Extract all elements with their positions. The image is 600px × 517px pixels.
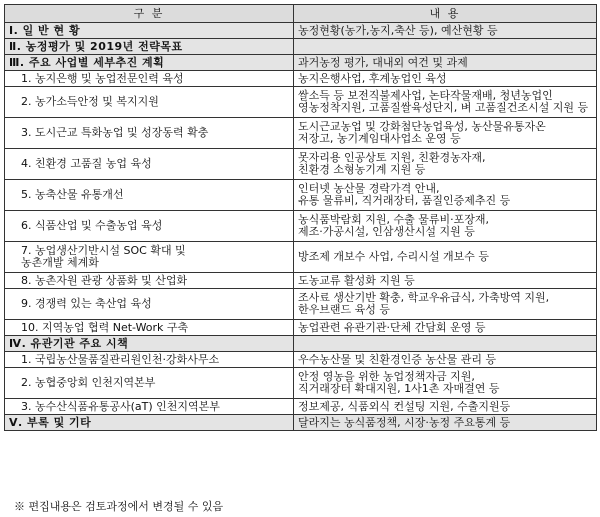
row-right-text: 농지은행사업, 후계농업인 육성	[298, 71, 447, 85]
row-left-text: Ⅳ. 유관기관 주요 시책	[9, 336, 129, 350]
item-title	[5, 352, 294, 368]
section-title	[5, 39, 294, 55]
table-body	[5, 23, 597, 431]
row-left-text: 9. 경쟁력 있는 축산업 육성	[21, 297, 152, 310]
row-left-text: 5. 농축산물 유통개선	[21, 188, 124, 201]
row-right-text: 안정 영농을 위한 농업정책자금 지원, 직거래장터 확대지원, 1사1촌 자매결연 등	[298, 370, 500, 395]
row-left-text: 10. 지역농업 협력 Net-Work 구축	[21, 320, 189, 334]
section-row	[5, 23, 597, 39]
row-content	[294, 87, 597, 118]
item-title	[5, 320, 294, 336]
item-title	[5, 87, 294, 118]
row-left-text: Ⅴ. 부록 및 기타	[9, 415, 92, 429]
row-content	[294, 289, 597, 320]
row-right-text: 도농교류 활성화 지원 등	[298, 273, 415, 287]
plan-outline-table	[4, 4, 597, 431]
row-content	[294, 273, 597, 289]
row-right-text: 농식품박람회 지원, 수출 물류비·포장재, 제조·가공시설, 인삼생산시설 지원 등	[298, 213, 489, 238]
item-row	[5, 273, 597, 289]
item-row	[5, 352, 597, 368]
row-left-text: 8. 농촌자원 관광 상품화 및 산업화	[21, 273, 188, 287]
row-left-text: 7. 농업생산기반시설 SOC 확대 및 농촌개발 체계화	[21, 244, 186, 269]
item-row	[5, 242, 597, 273]
section-title	[5, 415, 294, 431]
item-row	[5, 87, 597, 118]
item-title	[5, 118, 294, 149]
row-right-text: 과거농정 평가, 대내외 여건 및 과제	[298, 55, 468, 69]
row-content	[294, 320, 597, 336]
row-left-text: 3. 농수산식품유통공사(aT) 인천지역본부	[21, 399, 220, 413]
row-content	[294, 71, 597, 87]
row-right-text: 농업관련 유관기관·단체 간담회 운영 등	[298, 320, 486, 334]
section-row	[5, 415, 597, 431]
item-row	[5, 368, 597, 399]
row-right-text: 인터넷 농산물 경락가격 안내, 유통 물류비, 직거래장터, 품질인증제추진 등	[298, 182, 511, 207]
row-content	[294, 39, 597, 55]
row-content	[294, 118, 597, 149]
section-row	[5, 39, 597, 55]
item-row	[5, 118, 597, 149]
item-title	[5, 273, 294, 289]
row-content	[294, 55, 597, 71]
item-title	[5, 149, 294, 180]
footnote: ※ 편집내용은 검토과정에서 변경될 수 있음	[14, 500, 224, 513]
row-left-text: 2. 농협중앙회 인천지역본부	[21, 376, 156, 389]
item-row	[5, 149, 597, 180]
row-content	[294, 149, 597, 180]
row-left-text: Ⅰ. 일 반 현 황	[9, 23, 81, 37]
item-title	[5, 289, 294, 320]
row-content	[294, 23, 597, 39]
item-title	[5, 211, 294, 242]
row-right-text: 방조제 개보수 사업, 수리시설 개보수 등	[298, 250, 489, 263]
row-right-text: 못자리용 인공상토 지원, 친환경농자재, 친환경 소형농기계 지원 등	[298, 151, 486, 176]
row-right-text: 조사료 생산기반 확충, 학교우유급식, 가축방역 지원, 한우브랜드 육성 등	[298, 291, 550, 316]
item-row	[5, 320, 597, 336]
row-right-text: 달라지는 농식품정책, 시장·농정 주요통계 등	[298, 415, 511, 429]
row-content	[294, 399, 597, 415]
row-right-text: 우수농산물 및 친환경인증 농산물 관리 등	[298, 352, 497, 366]
section-title	[5, 336, 294, 352]
row-right-text: 도시근교농업 및 강화첨단농업육성, 농산물유통자온 저장고, 농기계임대사업소 운영 등	[298, 120, 546, 145]
header-content: 내 용	[294, 5, 597, 23]
section-row	[5, 336, 597, 352]
item-title	[5, 71, 294, 87]
row-content	[294, 211, 597, 242]
row-content	[294, 180, 597, 211]
section-title	[5, 55, 294, 71]
row-left-text: Ⅱ. 농정평가 및 2019년 전략목표	[9, 39, 183, 53]
table-header-row	[5, 5, 597, 23]
row-left-text: 3. 도시근교 특화농업 및 성장동력 확충	[21, 126, 209, 139]
item-row	[5, 289, 597, 320]
row-left-text: 1. 농지은행 및 농업전문인력 육성	[21, 71, 184, 85]
row-left-text: 2. 농가소득안정 및 복지지원	[21, 95, 159, 108]
row-content	[294, 352, 597, 368]
item-title	[5, 399, 294, 415]
row-content	[294, 336, 597, 352]
row-left-text: Ⅲ. 주요 사업별 세부추진 계획	[9, 55, 165, 69]
row-right-text: 쌀소득 등 보전직불제사업, 논타작물재배, 청년농업인 영농정착지원, 고품질쌀육성단지, 벼 고품질건조시설 지원 등	[298, 89, 589, 114]
header-category: 구 분	[5, 5, 294, 23]
content-table-wrapper	[4, 4, 596, 431]
item-row	[5, 399, 597, 415]
item-row	[5, 71, 597, 87]
row-right-text: 정보제공, 식품외식 컨설팅 지원, 수출지원등	[298, 399, 511, 413]
row-right-text: 농정현황(농가,농지,축산 등), 예산현황 등	[298, 23, 498, 37]
row-content	[294, 368, 597, 399]
section-row	[5, 55, 597, 71]
item-title	[5, 242, 294, 273]
row-content	[294, 242, 597, 273]
item-title	[5, 368, 294, 399]
section-title	[5, 23, 294, 39]
row-content	[294, 415, 597, 431]
row-left-text: 6. 식품산업 및 수출농업 육성	[21, 219, 163, 232]
row-left-text: 4. 친환경 고품질 농업 육성	[21, 157, 152, 170]
item-row	[5, 180, 597, 211]
item-title	[5, 180, 294, 211]
row-left-text: 1. 국립농산물품질관리원인천·강화사무소	[21, 352, 220, 366]
item-row	[5, 211, 597, 242]
